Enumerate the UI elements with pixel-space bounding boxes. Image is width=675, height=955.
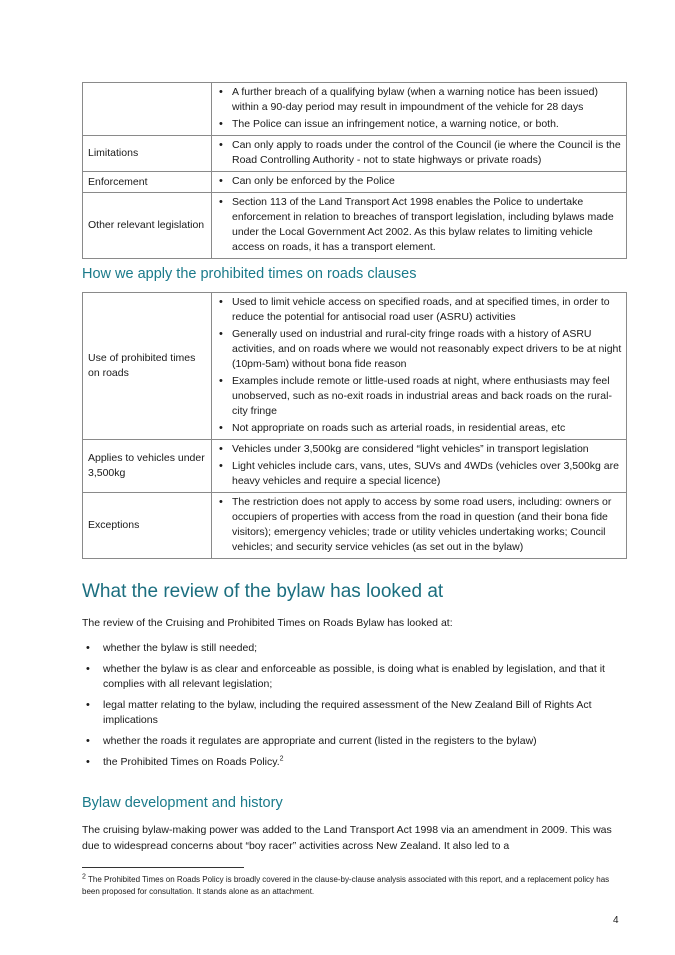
bullet-item: • Used to limit vehicle access on specified roads, and at specified times, in order to reduce the potential for antisocial road user (ASRU) activities xyxy=(216,295,622,325)
bullet-list xyxy=(216,295,622,436)
footnote xyxy=(82,874,627,898)
bullet-item: • The restriction does not apply to access by some road users, including: owners or occupiers of properties with access from the road in question (and their bona fide visitors); emergency vehicles; trade or utility vehicles undertaking works; Council vehicles; and security service vehicles (as set out in the bylaw) xyxy=(216,495,622,555)
review-list xyxy=(82,641,627,776)
review-intro: The review of the Cruising and Prohibited Times on Roads Bylaw has looked at: xyxy=(82,617,453,629)
table-row xyxy=(83,293,627,440)
table-row xyxy=(83,440,627,493)
section-heading-review: What the review of the bylaw has looked at xyxy=(82,581,444,602)
footnote-reference[interactable]: 2 xyxy=(279,755,284,763)
bullet-item: • Light vehicles include cars, vans, utes, SUVs and 4WDs (vehicles over 3,500kg are heavy vehicles and require a special licence) xyxy=(216,459,622,489)
bullet-item: • Can only apply to roads under the control of the Council (ie where the Council is the Road Controlling Authority - not to state highways or private roads) xyxy=(216,138,622,168)
bullet-item: • A further breach of a qualifying bylaw (when a warning notice has been issued) within a 90-day period may result in impoundment of the vehicle for 28 days xyxy=(216,85,622,115)
list-item: • whether the bylaw is still needed; xyxy=(82,641,627,656)
page-number: 4 xyxy=(613,915,619,926)
section-heading-history: Bylaw development and history xyxy=(82,795,283,811)
footnote-text: The Prohibited Times on Roads Policy is broadly covered in the clause-by-clause analysis associated with this report, and a replacement policy has been proposed for consultation. It stands alone as an attachment. xyxy=(82,875,610,896)
bullet-list xyxy=(216,138,622,168)
table-row xyxy=(83,493,627,559)
list-item-text: the Prohibited Times on Roads Policy. xyxy=(103,756,280,768)
bullet-item: • Vehicles under 3,500kg are considered “light vehicles” in transport legislation xyxy=(216,442,622,457)
table-row xyxy=(83,136,627,172)
bullet-item: • Section 113 of the Land Transport Act 1998 enables the Police to undertake enforcement in relation to breaches of transport legislation, including bylaws made under the Local Government Act 2002. As this bylaw relates to limiting vehicle access on roads, it has a transport element. xyxy=(216,195,622,255)
bullet-item: • Generally used on industrial and rural-city fringe roads with a history of ASRU activities, and on roads where we would not reasonably expect drivers to be at night (10pm-5am) without bona fide reason xyxy=(216,327,622,372)
list-item: • whether the roads it regulates are appropriate and current (listed in the registers to the bylaw) xyxy=(82,734,627,749)
footnote-number: 2 xyxy=(82,873,86,881)
bullet-list xyxy=(216,442,622,489)
table-row xyxy=(83,172,627,193)
list-item: • whether the bylaw is as clear and enforceable as possible, is doing what is enabled by legislation, and that it complies with all relevant legislation; xyxy=(82,662,627,692)
list-item xyxy=(82,755,627,770)
bullet-item: • Not appropriate on roads such as arterial roads, in residential areas, etc xyxy=(216,421,622,436)
table-row xyxy=(83,83,627,136)
table-row xyxy=(83,193,627,259)
section-heading-prohibited-times: How we apply the prohibited times on roads clauses xyxy=(82,266,417,282)
bullet-list xyxy=(216,195,622,255)
row-label: Use of prohibited times on roads xyxy=(83,293,212,440)
row-label: Other relevant legislation xyxy=(83,193,212,259)
list-item: • legal matter relating to the bylaw, including the required assessment of the New Zealand Bill of Rights Act implications xyxy=(82,698,627,728)
row-label: Limitations xyxy=(83,136,212,172)
row-label: Applies to vehicles under 3,500kg xyxy=(83,440,212,493)
row-label: Exceptions xyxy=(83,493,212,559)
row-label xyxy=(83,83,212,136)
row-label: Enforcement xyxy=(83,172,212,193)
bullet-item: • Examples include remote or little-used roads at night, where enthusiasts may feel unobserved, such as no-exit roads in industrial areas and back roads on the rural-city fringe xyxy=(216,374,622,419)
bullet-list xyxy=(216,495,622,555)
prohibited-times-table xyxy=(82,292,627,559)
bullet-list xyxy=(216,174,622,189)
bylaw-details-table xyxy=(82,82,627,259)
bullet-list xyxy=(216,85,622,132)
history-paragraph: The cruising bylaw-making power was added to the Land Transport Act 1998 via an amendment in 2009. This was due to widespread concerns about “boy racer” activities across New Zealand. It also led to a xyxy=(82,824,612,852)
bullet-item: • Can only be enforced by the Police xyxy=(216,174,622,189)
footnote-separator xyxy=(82,867,244,868)
bullet-item: • The Police can issue an infringement notice, a warning notice, or both. xyxy=(216,117,622,132)
